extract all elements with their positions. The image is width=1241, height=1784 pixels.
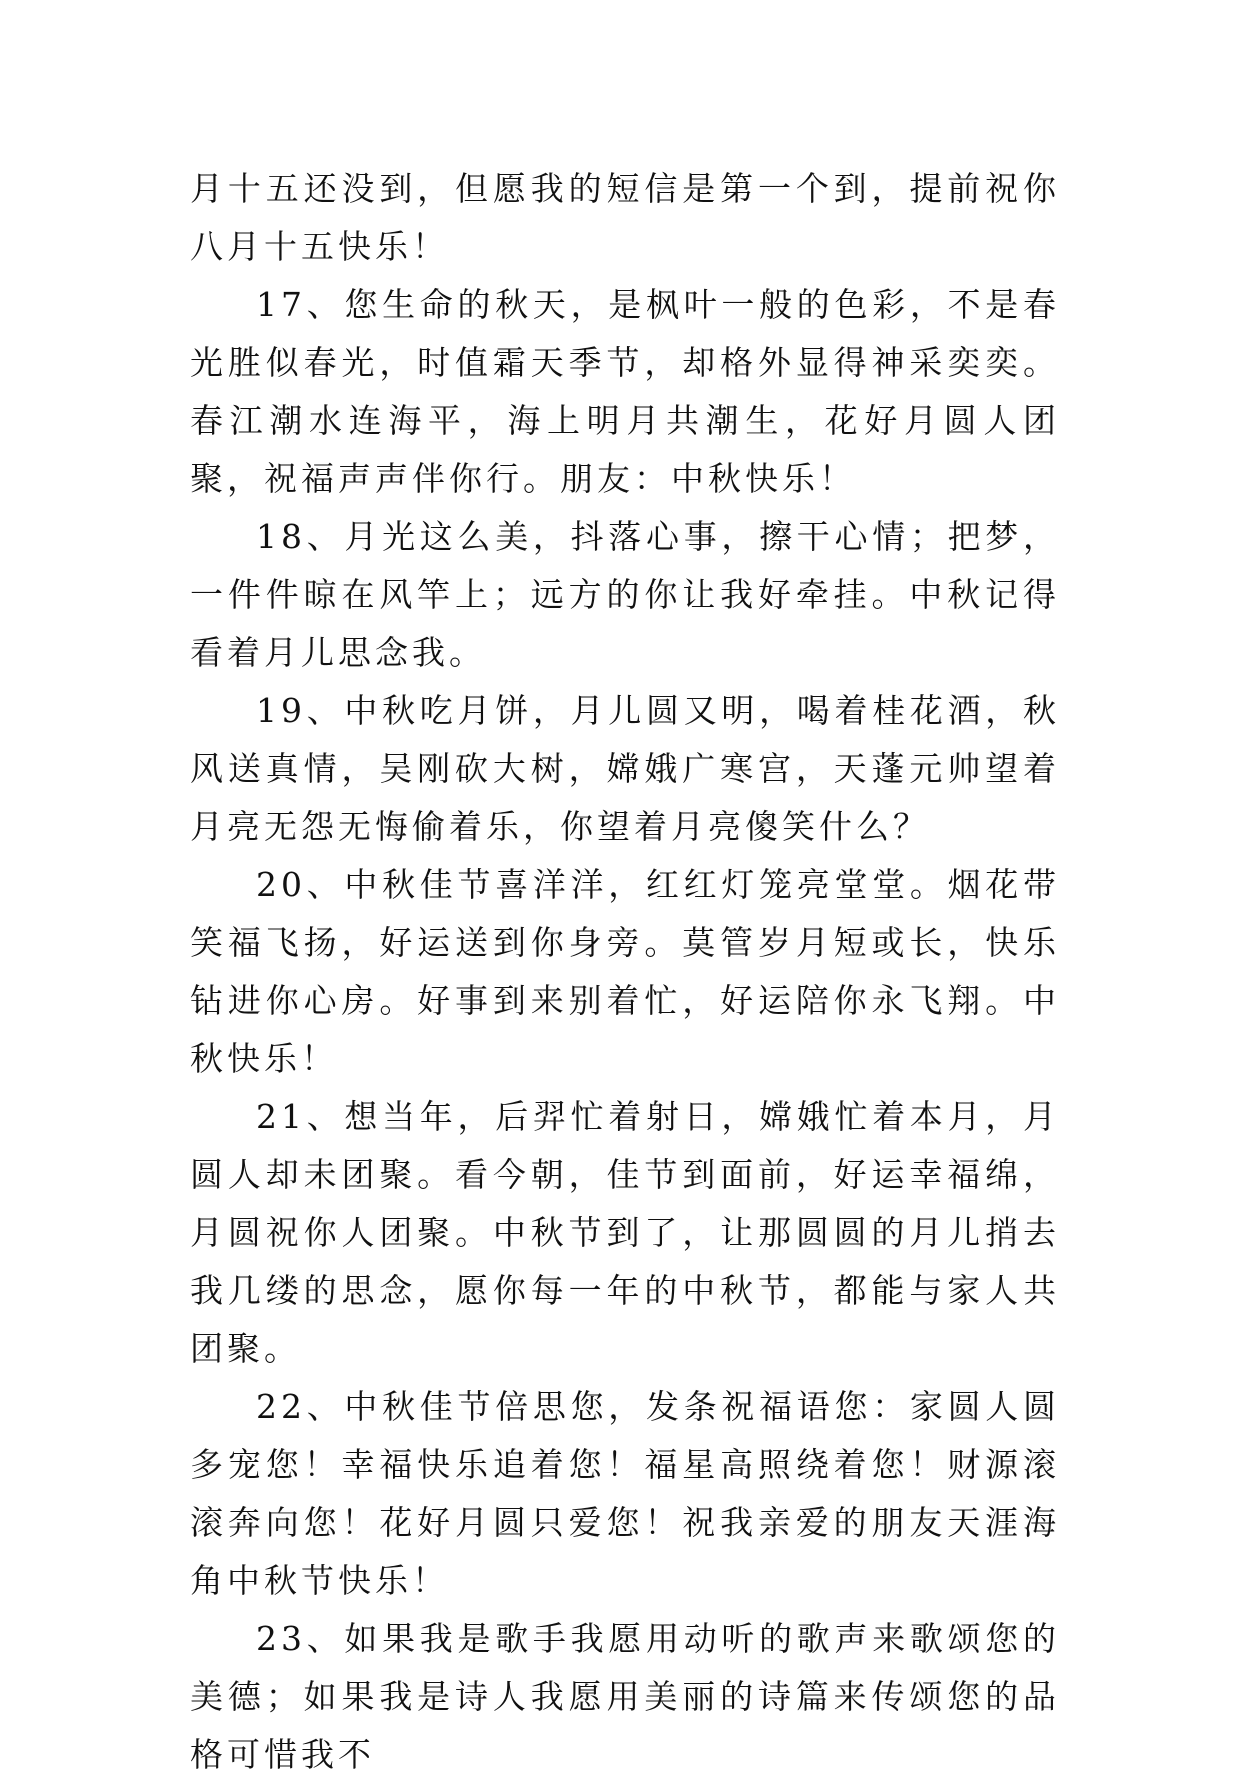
paragraph-22: 22、中秋佳节倍思您，发条祝福语您：家圆人圆多宠您！幸福快乐追着您！福星高照绕着您！财源滚滚奔向您！花好月圆只爱您！祝我亲爱的朋友天涯海角中秋节快乐！ [190,1387,1060,1600]
paragraph-20: 20、中秋佳节喜洋洋，红红灯笼亮堂堂。烟花带笑福飞扬，好运送到你身旁。莫管岁月短或长，快乐钻进你心房。好事到来别着忙，好运陪你永飞翔。中秋快乐！ [190,865,1060,1078]
paragraph-19: 19、中秋吃月饼，月儿圆又明，喝着桂花酒，秋风送真情，吴刚砍大树，嫦娥广寒宫，天蓬元帅望着月亮无怨无悔偷着乐，你望着月亮傻笑什么？ [190,691,1060,846]
paragraph-continued: 月十五还没到，但愿我的短信是第一个到，提前祝你八月十五快乐！ [190,169,1060,266]
paragraph-18: 18、月光这么美，抖落心事，擦干心情；把梦，一件件晾在风竿上；远方的你让我好牵挂。中秋记得看着月儿思念我。 [190,517,1060,672]
paragraph-17: 17、您生命的秋天，是枫叶一般的色彩，不是春光胜似春光，时值霜天季节，却格外显得神采奕奕。春江潮水连海平，海上明月共潮生，花好月圆人团聚，祝福声声伴你行。朋友：中秋快乐！ [190,285,1060,498]
paragraph-21: 21、想当年，后羿忙着射日，嫦娥忙着本月，月圆人却未团聚。看今朝，佳节到面前，好运幸福绵，月圆祝你人团聚。中秋节到了，让那圆圆的月儿捎去我几缕的思念，愿你每一年的中秋节，都能与家人共团聚。 [190,1097,1060,1368]
document-body [190,160,1060,1784]
paragraph-23: 23、如果我是歌手我愿用动听的歌声来歌颂您的美德；如果我是诗人我愿用美丽的诗篇来传颂您的品格可惜我不 [190,1619,1060,1774]
